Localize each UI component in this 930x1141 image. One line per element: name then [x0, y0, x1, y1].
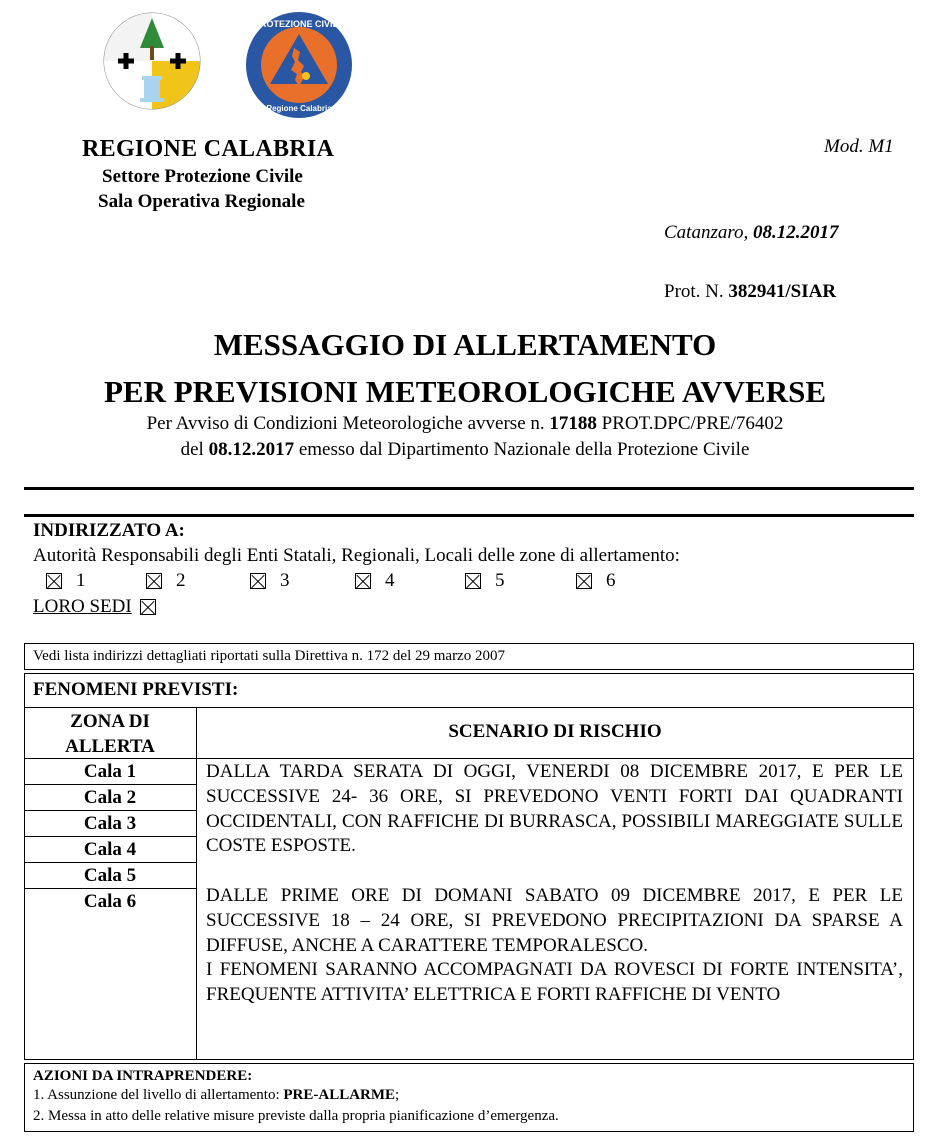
- sector-name: Settore Protezione Civile: [102, 166, 303, 187]
- divider: [24, 707, 914, 708]
- zone-column-header: ZONA DI ALLERTA: [65, 711, 155, 757]
- zone-checkbox-6[interactable]: 6: [576, 570, 616, 592]
- room-name: Sala Operativa Regionale: [98, 191, 305, 212]
- column-divider: [196, 707, 197, 1060]
- region-emblem-logo: [100, 8, 204, 114]
- zone-row: Cala 6: [83, 891, 137, 912]
- scenario-paragraph-1: DALLA TARDA SERATA DI OGGI, VENERDI 08 DICEMBRE 2017, E PER LE SUCCESSIVE 24- 36 ORE, SI PREVEDONO VENTI FORTI DAI QUADRANTI OCCIDENTALI, CON RAFFICHE DI BURRASCA, POSSIBILI MAREGGIATE SULLE COSTE ESPOSTE.: [206, 761, 903, 857]
- date-value: 08.12.2017: [753, 222, 839, 243]
- pc-logo-top-text: PROTEZIONE CIVILE: [253, 19, 345, 29]
- loro-sedi[interactable]: LORO SEDI: [33, 596, 170, 618]
- protocol-label: Prot. N.: [664, 281, 729, 302]
- notice-reference-line2: del 08.12.2017 emesso dal Dipartimento Nazionale della Protezione Civile: [180, 439, 750, 460]
- phenomena-title: FENOMENI PREVISTI:: [33, 679, 239, 700]
- checked-box-icon: [46, 573, 62, 589]
- divider: [24, 487, 914, 490]
- addressed-title: INDIRIZZATO A:: [33, 520, 185, 541]
- zone-row: Cala 2: [24, 785, 196, 811]
- organization-name: REGIONE CALABRIA: [82, 136, 335, 162]
- zone-checkbox-2[interactable]: 2: [146, 570, 186, 592]
- checked-box-icon: [146, 573, 162, 589]
- checked-box-icon: [576, 573, 592, 589]
- pc-logo-bottom-text: Regione Calabria: [266, 104, 332, 113]
- zone-row: Cala 3: [24, 811, 196, 837]
- scenario-column-header: SCENARIO DI RISCHIO: [448, 721, 662, 742]
- document-title-line1: MESSAGGIO DI ALLERTAMENTO: [213, 327, 717, 362]
- addressed-text: Autorità Responsabili degli Enti Statali, Regionali, Locali delle zone di allertamento:: [33, 545, 680, 566]
- protocol-number: 382941/SIAR: [728, 281, 837, 302]
- actions-title: AZIONI DA INTRAPRENDERE:: [33, 1068, 253, 1084]
- document-title-line2: PER PREVISIONI METEOROLOGICHE AVVERSE: [103, 374, 827, 409]
- date-place: Catanzaro,: [664, 222, 754, 243]
- zone-row: Cala 5: [24, 863, 196, 889]
- date-line: [664, 222, 839, 244]
- action-item-2: 2. Messa in atto delle relative misure previste dalla propria pianificazione d’emergenza.: [33, 1108, 559, 1124]
- checked-box-icon: [465, 573, 481, 589]
- checked-box-icon: [140, 599, 156, 615]
- checked-box-icon: [355, 573, 371, 589]
- scenario-text: [206, 760, 903, 1008]
- divider: [24, 514, 914, 517]
- model-code: Mod. M1: [824, 136, 894, 157]
- scenario-paragraph-3: I FENOMENI SARANNO ACCOMPAGNATI DA ROVESCI DI FORTE INTENSITA’, FREQUENTE ATTIVITA’ ELETTRICA E FORTI RAFFICHE DI VENTO: [206, 959, 903, 1006]
- checked-box-icon: [250, 573, 266, 589]
- action-item-1: 1. Assunzione del livello di allertamento: PRE-ALLARME;: [33, 1087, 400, 1103]
- zone-checkbox-4[interactable]: 4: [355, 570, 395, 592]
- zone-row: Cala 1: [24, 759, 196, 785]
- notice-reference-line1: Per Avviso di Condizioni Meteorologiche avverse n. 17188 PROT.DPC/PRE/76402: [146, 413, 784, 434]
- directive-note: Vedi lista indirizzi dettagliati riportati sulla Direttiva n. 172 del 29 marzo 2007: [33, 648, 505, 664]
- zone-row: Cala 4: [24, 837, 196, 863]
- zone-checkbox-1[interactable]: 1: [46, 570, 86, 592]
- zone-checkbox-5[interactable]: 5: [465, 570, 505, 592]
- protezione-civile-logo: [244, 10, 354, 120]
- protocol-line: [664, 281, 836, 303]
- scenario-paragraph-2: DALLE PRIME ORE DI DOMANI SABATO 09 DICEMBRE 2017, E PER LE SUCCESSIVE 18 – 24 ORE, SI PREVEDONO PRECIPITAZIONI DA SPARSE A DIFFUSE, ANCHE A CARATTERE TEMPORALESCO.: [206, 884, 903, 956]
- zone-checkbox-3[interactable]: 3: [250, 570, 290, 592]
